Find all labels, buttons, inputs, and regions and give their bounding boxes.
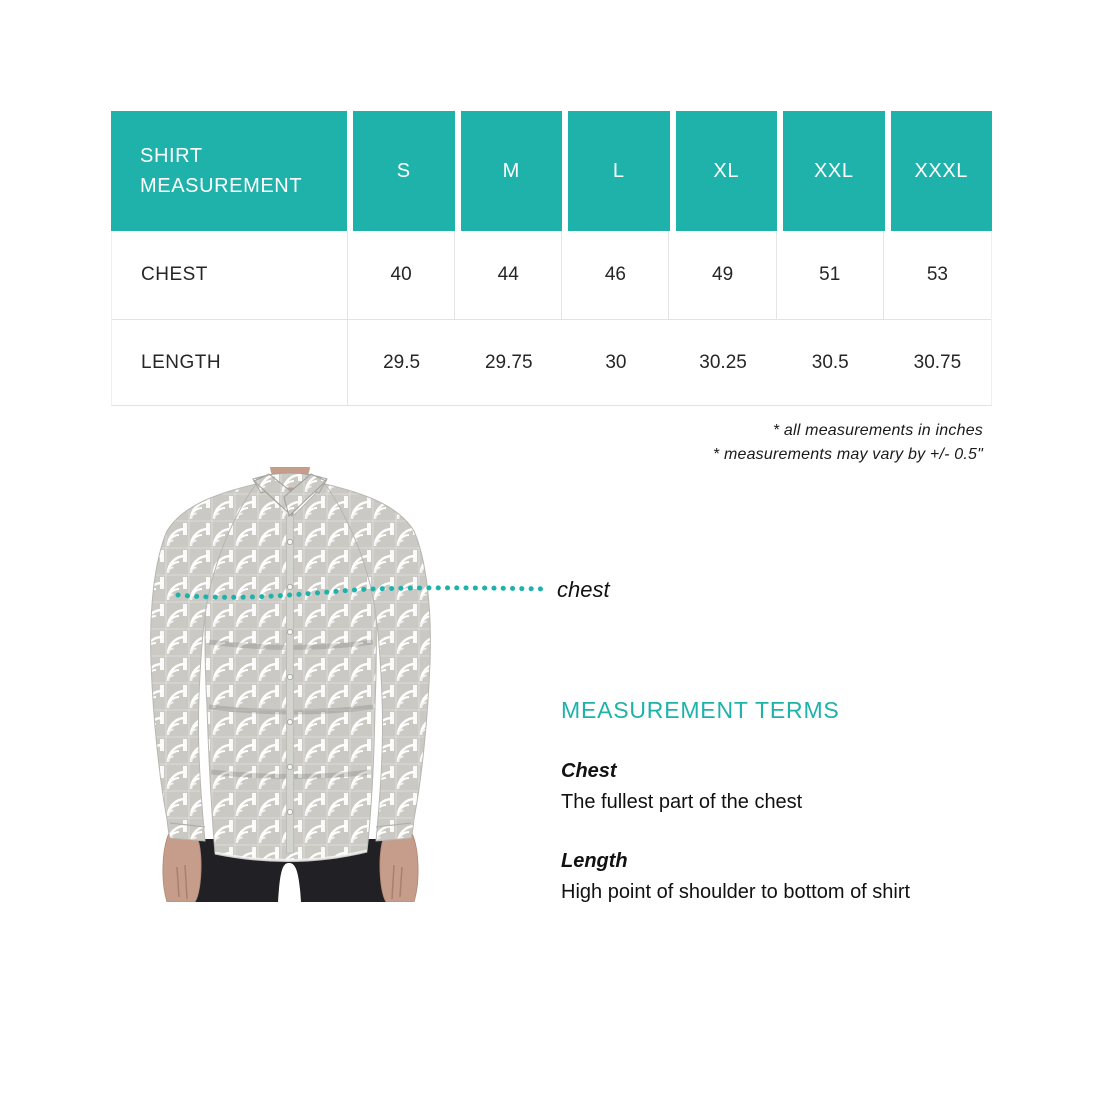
term-name-length: Length (561, 850, 628, 872)
chest-value-xl: 49 (669, 231, 776, 319)
chest-value-xxxl: 53 (884, 231, 991, 319)
size-column-header-s: S (347, 111, 455, 231)
table-row-chest (112, 231, 991, 320)
term-chest (561, 760, 1021, 814)
length-value-l: 30 (562, 320, 669, 405)
length-value-m: 29.75 (455, 320, 562, 405)
measurement-notes (713, 419, 983, 467)
size-table-body (111, 231, 992, 406)
length-value-xxxl: 30.75 (884, 320, 991, 405)
size-table-title: SHIRT MEASUREMENT (111, 111, 347, 231)
length-value-s: 29.5 (348, 320, 455, 405)
chest-value-l: 46 (562, 231, 669, 319)
size-column-header-xxl: XXL (777, 111, 885, 231)
chest-value-xxl: 51 (777, 231, 884, 319)
term-definition-length: High point of shoulder to bottom of shirt (561, 881, 911, 903)
size-column-header-xl: XL (670, 111, 778, 231)
table-row-length (112, 320, 991, 405)
note-line-1: * all measurements in inches (772, 422, 983, 439)
size-table-header-row (111, 111, 992, 231)
note-line-2: * measurements may vary by +/- 0.5" (712, 446, 983, 463)
length-value-xl: 30.25 (669, 320, 776, 405)
shirt-model-illustration (143, 467, 438, 902)
measurement-terms-heading: MEASUREMENT TERMS (561, 697, 840, 723)
chest-value-s: 40 (348, 231, 455, 319)
button-placket (287, 513, 294, 853)
row-label-length: LENGTH (112, 320, 348, 405)
term-name-chest: Chest (561, 760, 617, 782)
chest-value-m: 44 (455, 231, 562, 319)
term-definition-chest: The fullest part of the chest (561, 791, 803, 813)
length-value-xxl: 30.5 (777, 320, 884, 405)
measurement-terms-section (561, 697, 1021, 904)
size-column-header-l: L (562, 111, 670, 231)
shirt-model-photo (143, 467, 438, 902)
chest-line-label: chest (557, 577, 610, 602)
size-column-header-xxxl: XXXL (885, 111, 993, 231)
size-column-header-m: M (455, 111, 563, 231)
size-table (111, 111, 992, 406)
term-length (561, 850, 1021, 904)
row-label-chest: CHEST (112, 231, 348, 319)
